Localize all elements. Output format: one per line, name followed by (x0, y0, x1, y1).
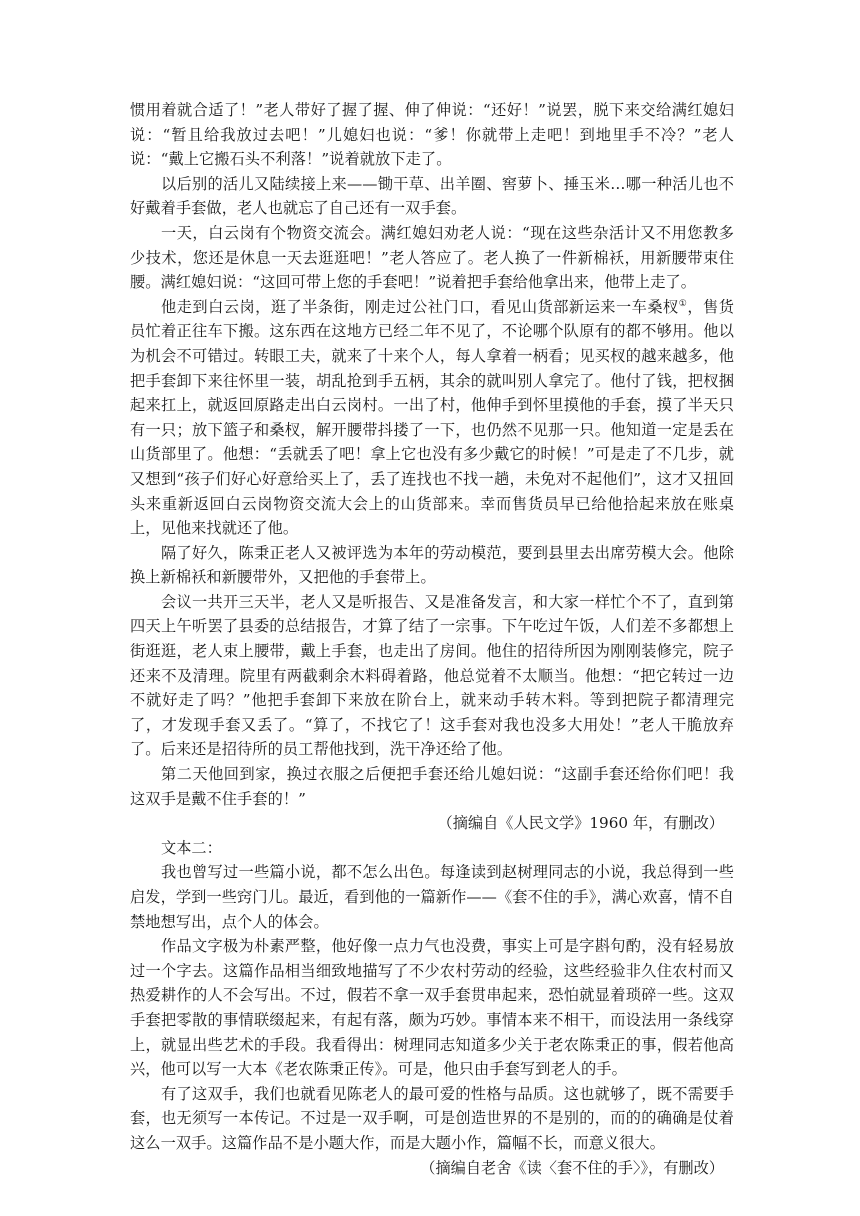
text1-paragraph-2: 以后别的活儿又陆续接上来——锄干草、出羊圈、窖萝卜、捶玉米…哪一种活儿也不好戴着手套做，老人也就忘了自己还有一双手套。 (130, 174, 734, 218)
text1-paragraph-3: 一天，白云岗有个物资交流会。满红媳妇劝老人说：“现在这些杂活计又不用您教多少技术，您还是休息一天去逛逛吧！”老人答应了。老人换了一件新棉袄，用新腰带束住腰。满红媳妇说：“这回可带上您的手套吧！”说着把手套给他拿出来，他带上走了。 (130, 223, 734, 292)
text1-paragraph-4 (130, 295, 734, 541)
document-page (130, 98, 734, 1180)
text1-source: （摘编自《人民文学》1960 年，有删改） (437, 814, 724, 833)
text1-paragraph-6: 会议一共开三天半，老人又是听报告、又是准备发言，和大家一样忙个不了，直到第四天上午听罢了县委的总结报告，才算了结了一宗事。下午吃过午饭，人们差不多都想上街逛逛，老人束上腰带，戴上手套，也走出了房间。他住的招待所因为刚刚装修完，院子还来不及清理。院里有两截剩余木料碍着路，他总觉着不太顺当。他想：“把它转过一边不就好走了吗？”他把手套卸下来放在阶台上，就来动手转木料。等到把院子都清理完了，才发现手套又丢了。“算了，不找它了！这手套对我也没多大用处！”老人干脆放弃了。后来还是招待所的员工帮他找到，洗干净还给了他。 (130, 592, 734, 759)
text2-paragraph-2: 作品文字极为朴素严整，他好像一点力气也没费，事实上可是字斟句酌，没有轻易放过一个字去。这篇作品相当细致地描写了不少农村劳动的经验，这些经验非久住农村而又热爱耕作的人不会写出。不过，假若不拿一双手套贯串起来，恐怕就显着琐碎一些。这双手套把零散的事情联缀起来，有起有落，颇为巧妙。事情本来不相干，而设法用一条线穿上，就显出些艺术的手段。我看得出：树理同志知道多少关于老农陈秉正的事，假若他高兴，他可以写一大本《老农陈秉正传》。可是，他只由手套写到老人的手。 (130, 937, 734, 1079)
text2-paragraph-1: 我也曾写过一些篇小说，都不怎么出色。每逢读到赵树理同志的小说，我总得到一些启发，学到一些窍门儿。最近，看到他的一篇新作——《套不住的手》，满心欢喜，情不自禁地想写出，点个人的体会。 (130, 863, 734, 931)
footnote-marker: ① (678, 298, 688, 309)
text1-paragraph-4-part-b: ，售货员忙着正往车下搬。这东西在这地方已经二年不见了，不论哪个队原有的都不够用。他以为机会不可错过。转眼工夫，就来了十来个人，每人拿着一柄看；见买杈的越来越多，他把手套卸下来往怀里一装，胡乱抢到手五柄，其余的就叫别人拿完了。他付了钱，把杈捆起来扛上，就返回原路走出白云岗村。一出了村，他伸手到怀里摸他的手套，摸了半天只有一只；放下篮子和桑杈，解开腰带抖搂了一下，也仍然不见那一只。他知道一定是丢在山货部里了。他想：“丢就丢了吧！拿上它也没有多少戴它的时候！”可是走了不几步，就又想到“孩子们好心好意给买上了，丢了连找也不找一趟，未免对不起他们”，这才又扭回头来重新返回白云岗物资交流大会上的山货部来。幸而售货员早已给他拾起来放在账桌上，见他来找就还了他。 (130, 297, 734, 538)
text1-paragraph-7: 第二天他回到家，换过衣服之后便把手套还给儿媳妇说：“这副手套还给你们吧！我这双手是戴不住手套的！” (130, 765, 734, 808)
text1-paragraph-4-part-a: 他走到白云岗，逛了半条街，刚走过公社门口，看见山货部新运来一车桑杈 (161, 297, 679, 316)
text1-paragraph-5: 隔了好久，陈秉正老人又被评选为本年的劳动模范，要到县里去出席劳模大会。他除换上新棉袄和新腰带外，又把他的手套带上。 (130, 543, 734, 587)
text2-paragraph-3: 有了这双手，我们也就看见陈老人的最可爱的性格与品质。这也就够了，既不需要手套，也无须写一本传记。不过是一双手啊，可是创造世界的不是别的，而的的确确是仗着这么一双手。这篇作品不是小题大作，而是大题小作，篇幅不长，而意义很大。 (130, 1084, 734, 1152)
text2-label: 文本二： (161, 838, 222, 857)
text2-source: （摘编自老舍《读〈套不住的手〉》，有删改） (420, 1158, 724, 1177)
text1-paragraph-1: 惯用着就合适了！”老人带好了握了握、伸了伸说：“还好！”说罢，脱下来交给满红媳妇说：“暂且给我放过去吧！”儿媳妇也说：“爹！你就带上走吧！到地里手不冷？”老人说：“戴上它搬石头不利落！”说着就放下走了。 (130, 101, 734, 169)
